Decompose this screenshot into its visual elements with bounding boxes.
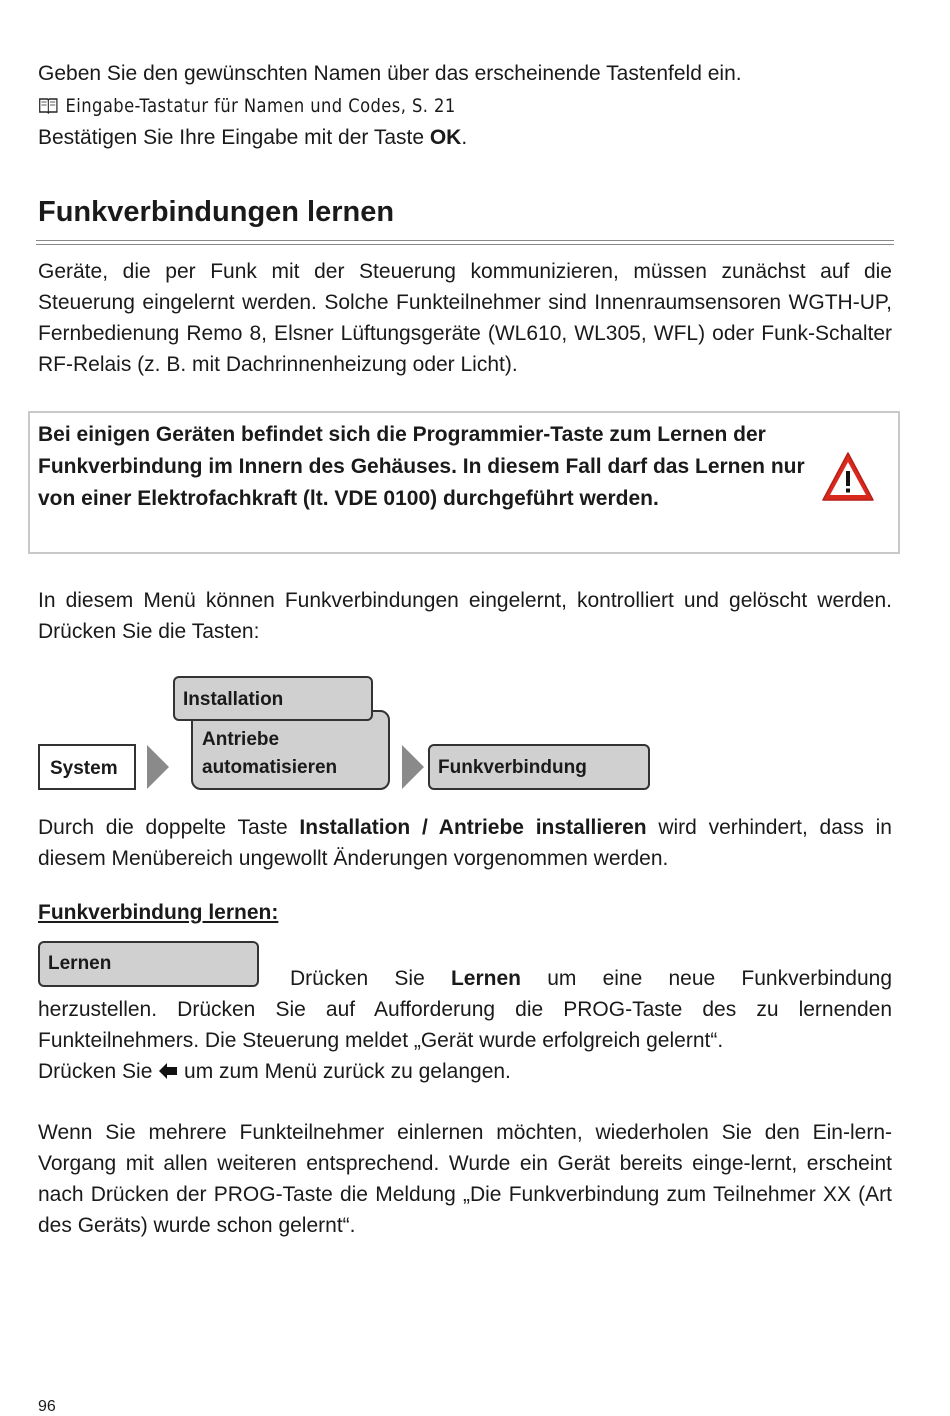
- arrow-icon: [402, 745, 424, 789]
- installation-key[interactable]: Installation: [173, 676, 373, 721]
- funkverbindung-key[interactable]: Funkverbindung: [428, 744, 650, 790]
- title-rule-2: [36, 244, 894, 245]
- lernen-key[interactable]: Lernen: [38, 941, 259, 987]
- book-icon: [38, 96, 59, 114]
- page-number: 96: [38, 1398, 56, 1415]
- intro-line: Geben Sie den gewünschten Namen über das erscheinende Tastenfeld ein.: [38, 62, 742, 85]
- menu-paragraph: In diesem Menü können Funkverbindungen eingelernt, kontrolliert und gelöscht werden. Drücken Sie die Tasten:: [38, 589, 892, 643]
- subheading: Funkverbindung lernen:: [38, 901, 279, 924]
- lernen-line-1: Drücken Sie Lernen um eine neue Funkverbindung: [290, 967, 893, 990]
- section-title: Funkverbindungen lernen: [38, 196, 395, 228]
- warning-text: Bei einigen Geräten befindet sich die Programmier-Taste zum Lernen der Funkverbindung im Innern des Gehäuses. In diesem Fall darf das Lernen nur von einer Elektrofachkraft (lt. VDE 0100) durchgeführt werden.: [38, 423, 805, 510]
- warning-box: [28, 411, 900, 554]
- lernen-paragraph: herzustellen. Drücken Sie auf Aufforderung die PROG-Taste des zu lernenden Funkteilnehmers. Die Steuerung meldet „Gerät wurde erfolgreich gelernt“.: [38, 998, 892, 1052]
- system-key[interactable]: System: [38, 744, 136, 790]
- warning-triangle-icon: [820, 449, 876, 505]
- back-line: Drücken Sie um zum Menü zurück zu gelangen.: [38, 1060, 511, 1083]
- back-arrow-icon: [158, 1062, 178, 1080]
- confirm-line: Bestätigen Sie Ihre Eingabe mit der Taste OK.: [38, 126, 468, 149]
- antriebe-automatisieren-key[interactable]: Antriebe automatisieren: [191, 710, 390, 790]
- multiple-devices-paragraph: Wenn Sie mehrere Funkteilnehmer einlernen möchten, wiederholen Sie den Ein-lern-Vorgang mit allen weiteren entsprechend. Wurde ein Gerät bereits einge-lernt, erscheint nach Drücken der PROG-Taste die Meldung „Die Funkverbindung zum Teilnehmer XX (Art des Geräts) wurde schon gelernt“.: [38, 1121, 892, 1237]
- title-rule: [36, 240, 894, 241]
- cross-reference[interactable]: [38, 92, 456, 120]
- double-key-paragraph: Durch die doppelte Taste Installation / Antriebe installieren wird verhindert, dass in diesem Menübereich ungewollt Änderungen vorgenommen werden.: [38, 816, 892, 870]
- arrow-icon: [147, 745, 169, 789]
- intro-paragraph: Geräte, die per Funk mit der Steuerung kommunizieren, müssen zunächst auf die Steuerung eingelernt werden. Solche Funkteilnehmer sind Innenraumsensoren WGTH-UP, Fernbedienung Remo 8, Elsner Lüftungsgeräte (WL610, WL305, WFL) oder Funk-Schalter RF-Relais (z. B. mit Dachrinnenheizung oder Licht).: [38, 260, 892, 376]
- cross-reference-text: Eingabe-Tastatur für Namen und Codes, S. 21: [65, 95, 456, 117]
- ok-key-label: OK: [429, 126, 462, 149]
